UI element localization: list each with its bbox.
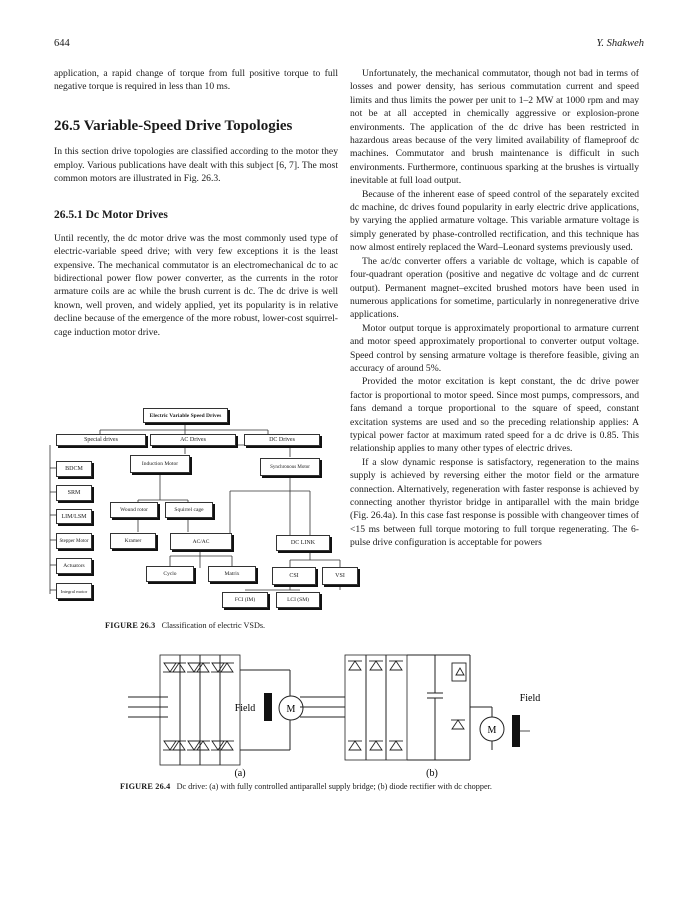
body-paragraph-5: Provided the motor excitation is kept constant, the dc drive power factor is proportional to motor speed. Since most pumps, compressors, and fans demand a torque proportional to the square of speed, constant excitation systems are used and so the preceding relationship applies: A typical power factor at maximum rated speed for a dc drive is 0.85. This relationship applies to many other types of electric drives.	[350, 376, 639, 455]
special-drives-box: Special drives	[56, 434, 146, 446]
vsd-root-box: Electric Variable Speed Drives	[143, 408, 228, 423]
kramer-box: Kramer	[110, 533, 156, 549]
field-winding-a	[264, 693, 272, 721]
right-column	[350, 67, 639, 550]
fci-box: FCI (IM)	[222, 592, 268, 608]
integral-motor-box: Integral motor	[56, 583, 92, 599]
actuators-box: Actuators	[56, 558, 92, 574]
field-winding-b	[512, 715, 520, 747]
lim-lsm-box: LIM/LSM	[56, 509, 92, 524]
cyclo-box: Cyclo	[146, 566, 194, 582]
chopper-switch-b	[451, 663, 466, 729]
matrix-box: Matrix	[208, 566, 256, 582]
top-thyristor-row-a	[163, 663, 234, 672]
wound-rotor-box: Wound rotor	[110, 502, 158, 518]
field-label-a: Field	[234, 703, 256, 714]
body-paragraph-6: If a slow dynamic response is satisfactory, regeneration to the mains supply is achieved by reversing either the motor field or the armature connection. Alternatively, regeneration with faster response is achieved by connecting another thyristor bridge in antiparallel with the main bridge (Fig. 26.4a). In this case fast response is possible with changeover times of <15 ms between full torque motoring to full torque regenerating. The 6-pulse drive configuration is acceptable for powers	[350, 456, 639, 549]
running-head-author: Y. Shakweh	[596, 38, 644, 49]
subsection-paragraph: Until recently, the dc motor drive was the most commonly used type of electric-variable speed drive; with very few exceptions it is the least expensive. The mechanical commutator is an electromechanical dc to ac bidirectional power flow power converter, as the currents in the rotor armature coils are ac while the brush current is dc. The dc drive is well known, well proven, and widely applied, yet its popularity is in relative decline because of the emergence of the more robust, lower-cost squirrel-cage induction motor drive.	[54, 232, 338, 338]
dc-drives-box: DC Drives	[244, 434, 320, 446]
intro-paragraph: application, a rapid change of torque from full positive torque to full negative torque is required in less than 10 ms.	[54, 68, 338, 93]
figure-26-4	[0, 645, 696, 785]
srm-box: SRM	[56, 485, 92, 501]
field-label-b: Field	[519, 693, 541, 704]
induction-motor-box: Induction Motor	[130, 455, 190, 473]
section-heading: 26.5 Variable-Speed Drive Topologies	[54, 117, 293, 134]
subsection-heading: 26.5.1 Dc Motor Drives	[54, 209, 168, 222]
figure-26-3-caption	[105, 621, 265, 630]
synchronous-motor-box: Synchronous Motor	[260, 458, 320, 476]
vsi-box: VSI	[322, 567, 358, 585]
diode-rectifier-b	[348, 661, 403, 750]
figure-26-3-text: Classification of electric VSDs.	[161, 621, 266, 630]
figure-26-4-label: FIGURE 26.4	[120, 782, 171, 791]
ac-ac-box: AC/AC	[170, 533, 232, 550]
figure-26-3-label: FIGURE 26.3	[105, 621, 156, 630]
figure-26-4-text: Dc drive: (a) with fully controlled antiparallel supply bridge; (b) diode rectifier with dc chopper.	[176, 782, 492, 791]
body-paragraph-4: Motor output torque is approximately proportional to armature current and motor speed approximately proportional to converter output voltage. Speed control by sensing armature voltage is therefore feasible, giving an accuracy of around 5%.	[350, 322, 639, 374]
csi-box: CSI	[272, 567, 316, 585]
body-paragraph-3: The ac/dc converter offers a variable dc voltage, which is capable of four-quadrant operation (positive and negative dc voltage and dc current output). Permanent magnet–excited brushed motors have been used in numerous applications for sometime, particularly in nonregenerative drive applications.	[350, 255, 639, 321]
motor-label-b: M	[487, 725, 497, 736]
section-paragraph: In this section drive topologies are classified according to the motor they employ. Various publications have dealt with this subject [6, 7]. The most common motors are illustrated in Fig. 26.3.	[54, 146, 338, 185]
page-number: 644	[54, 38, 70, 49]
bdcm-box: BDCM	[56, 461, 92, 477]
motor-label-a: M	[286, 704, 296, 715]
stepper-motor-box: Stepper Motor	[56, 533, 92, 549]
lci-box: LCI (SM)	[276, 592, 320, 608]
label-a: (a)	[234, 768, 246, 779]
label-b: (b)	[426, 768, 438, 779]
body-paragraph-1: Unfortunately, the mechanical commutator, though not bad in terms of losses and power density, has serious commutation current and speed limits and thus limits the power per unit to 1–2 MW at 1000 rpm and may not be at all accepted in chemically aggressive or explosion-prone environments. The application of the dc drive has been restricted in hazardous areas because of the very limited availability of flameproof dc machines. Commutator and brush maintenance is difficult in such environments. Furthermore, continuous sparking at the brushes is virtually inevitable at full load output.	[350, 68, 639, 187]
bottom-thyristor-row-a	[163, 741, 234, 750]
dc-link-box: DC LINK	[276, 535, 330, 551]
figure-26-4-caption	[120, 782, 492, 791]
body-paragraph-2: Because of the inherent ease of speed control of the separately excited dc machine, dc drives found popularity in early electric drive applications, by varying the applied armature voltage. This variable armature voltage is simply generated by phase-controlled rectification, and this technique has now almost entirely replaced the Ward–Leonard systems previously used.	[350, 188, 639, 254]
squirrel-cage-box: Squirrel cage	[165, 502, 213, 518]
ac-drives-box: AC Drives	[150, 434, 236, 446]
